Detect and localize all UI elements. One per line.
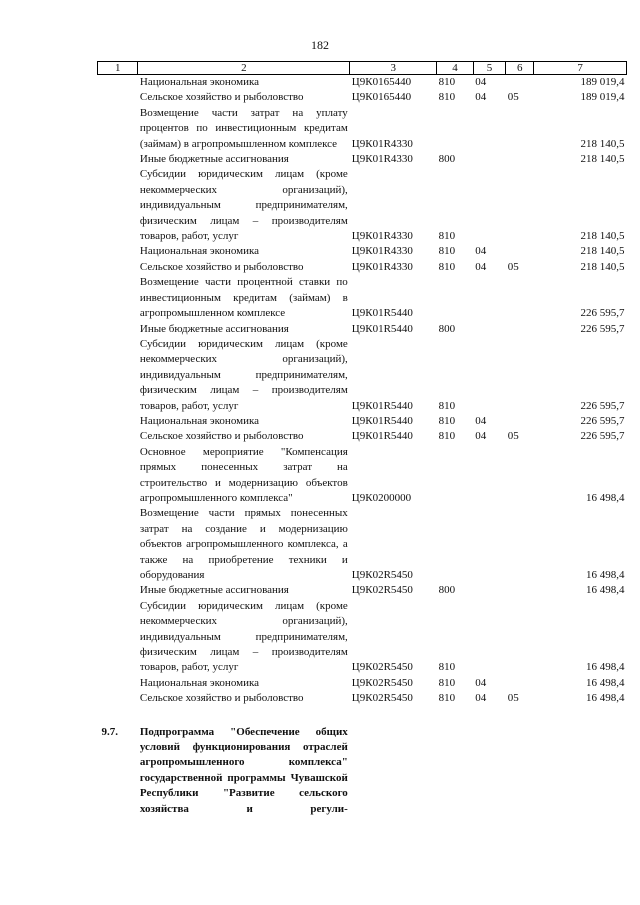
row-expense-type bbox=[437, 275, 474, 321]
row-expense-type: 800 bbox=[438, 153, 456, 166]
table-row bbox=[98, 337, 627, 414]
row-subsection bbox=[506, 275, 534, 321]
table-row bbox=[98, 275, 627, 321]
row-expense-type: 810 bbox=[438, 260, 456, 273]
table-row bbox=[98, 260, 627, 275]
row-number-cell bbox=[98, 322, 138, 337]
row-subsection bbox=[506, 322, 534, 337]
row-amount: 218 140,5 bbox=[580, 230, 625, 243]
row-section: 04 bbox=[475, 245, 487, 258]
table-row bbox=[98, 244, 627, 259]
row-number-cell bbox=[98, 583, 138, 598]
row-code: Ц9К02R5450 bbox=[351, 569, 413, 581]
row-amount: 226 595,7 bbox=[580, 414, 625, 427]
row-name: Иные бюджетные ассигнования bbox=[139, 322, 289, 335]
row-section bbox=[473, 337, 505, 414]
row-expense-type: 810 bbox=[438, 76, 456, 88]
row-code: Ц9К0165440 bbox=[351, 76, 412, 88]
table-row bbox=[98, 691, 627, 706]
row-code: Ц9К0165440 bbox=[351, 91, 412, 104]
row-code: Ц9К01R4330 bbox=[351, 137, 413, 150]
row-section bbox=[473, 152, 505, 167]
row-name: Возмещение части прямых понесенных затрат на создание и модернизацию объектов агропромышленного комплекса, а также на приобретение техники и оборудования bbox=[139, 507, 348, 581]
row-code: Ц9К01R5440 bbox=[351, 414, 413, 427]
row-code: Ц9К01R5440 bbox=[351, 399, 413, 412]
row-amount: 189 019,4 bbox=[580, 76, 625, 88]
row-expense-type: 810 bbox=[438, 661, 456, 674]
row-subsection bbox=[506, 583, 534, 598]
table-row bbox=[98, 445, 627, 507]
row-expense-type: 810 bbox=[438, 692, 456, 705]
row-number-cell bbox=[98, 445, 138, 507]
header-col-5: 5 bbox=[473, 62, 505, 75]
row-code: Ц9К01R4330 bbox=[351, 230, 413, 243]
row-section bbox=[473, 599, 505, 676]
row-section bbox=[473, 506, 505, 583]
row-subsection: 05 bbox=[507, 91, 519, 104]
row-section bbox=[473, 445, 505, 507]
row-name: Национальная экономика bbox=[139, 245, 260, 258]
row-code: Ц9К0200000 bbox=[351, 491, 412, 504]
row-number-cell bbox=[98, 599, 138, 676]
row-subsection bbox=[506, 506, 534, 583]
row-expense-type: 810 bbox=[438, 414, 456, 427]
row-amount: 218 140,5 bbox=[580, 260, 625, 273]
row-subsection bbox=[506, 106, 534, 152]
header-col-1: 1 bbox=[98, 62, 138, 75]
header-col-2: 2 bbox=[138, 62, 350, 75]
row-section: 04 bbox=[475, 430, 487, 443]
row-section: 04 bbox=[475, 260, 487, 273]
row-amount: 226 595,7 bbox=[580, 430, 625, 443]
spacer-row bbox=[98, 707, 627, 725]
row-amount: 189 019,4 bbox=[580, 91, 625, 104]
row-expense-type bbox=[437, 506, 474, 583]
row-name: Субсидии юридическим лицам (кроме некоммерческих организаций), индивидуальным предпринимателям, физическим лицам – производителям товаров, работ, услуг bbox=[139, 599, 348, 674]
row-number-cell bbox=[98, 337, 138, 414]
row-amount: 16 498,4 bbox=[586, 661, 625, 674]
subprogram-number: 9.7. bbox=[101, 725, 118, 738]
row-section bbox=[473, 322, 505, 337]
row-amount: 16 498,4 bbox=[586, 491, 625, 504]
row-expense-type bbox=[437, 106, 474, 152]
row-expense-type: 810 bbox=[438, 399, 456, 412]
row-number-cell bbox=[98, 429, 138, 444]
row-name: Сельское хозяйство и рыболовство bbox=[139, 260, 304, 273]
row-section bbox=[473, 106, 505, 152]
table-row bbox=[98, 167, 627, 244]
row-amount: 16 498,4 bbox=[586, 584, 625, 597]
row-number-cell bbox=[98, 506, 138, 583]
row-section bbox=[473, 275, 505, 321]
row-subsection bbox=[506, 676, 534, 691]
table-row bbox=[98, 676, 627, 691]
table-row bbox=[98, 75, 627, 91]
table-row bbox=[98, 429, 627, 444]
header-col-4: 4 bbox=[437, 62, 474, 75]
row-code: Ц9К02R5450 bbox=[351, 584, 413, 597]
row-section: 04 bbox=[475, 91, 487, 104]
table-row bbox=[98, 152, 627, 167]
row-expense-type bbox=[437, 445, 474, 507]
row-number-cell bbox=[98, 691, 138, 706]
row-expense-type: 810 bbox=[438, 91, 456, 104]
row-code: Ц9К01R4330 bbox=[351, 153, 413, 166]
row-section: 04 bbox=[475, 76, 487, 88]
row-code: Ц9К01R5440 bbox=[351, 322, 413, 335]
row-subsection bbox=[506, 599, 534, 676]
row-subsection bbox=[506, 414, 534, 429]
row-section: 04 bbox=[475, 676, 487, 689]
table-row bbox=[98, 414, 627, 429]
table-row bbox=[98, 106, 627, 152]
table-header-row bbox=[98, 62, 627, 75]
row-subsection: 05 bbox=[507, 692, 519, 705]
row-expense-type: 810 bbox=[438, 430, 456, 443]
row-subsection bbox=[506, 337, 534, 414]
row-number-cell bbox=[98, 275, 138, 321]
row-expense-type: 810 bbox=[438, 230, 456, 243]
row-amount: 16 498,4 bbox=[586, 692, 625, 705]
row-name: Национальная экономика bbox=[139, 76, 260, 88]
row-subsection: 05 bbox=[507, 430, 519, 443]
row-number-cell bbox=[98, 244, 138, 259]
row-expense-type: 810 bbox=[438, 676, 456, 689]
row-code: Ц9К01R5440 bbox=[351, 307, 413, 320]
row-name: Национальная экономика bbox=[139, 676, 260, 689]
row-number-cell bbox=[98, 260, 138, 275]
row-number-cell bbox=[98, 90, 138, 105]
row-amount: 218 140,5 bbox=[580, 153, 625, 166]
row-amount: 218 140,5 bbox=[580, 245, 625, 258]
row-name: Сельское хозяйство и рыболовство bbox=[139, 692, 304, 705]
row-amount: 226 595,7 bbox=[580, 399, 625, 412]
table-row bbox=[98, 599, 627, 676]
row-amount: 16 498,4 bbox=[586, 569, 625, 581]
row-name: Иные бюджетные ассигнования bbox=[139, 153, 289, 166]
page-number: 182 bbox=[311, 38, 329, 52]
row-name: Возмещение части затрат на уплату процентов по инвестиционным кредитам (займам) в агропромышленном комплексе bbox=[139, 106, 348, 150]
row-expense-type: 800 bbox=[438, 322, 456, 335]
row-number-cell bbox=[98, 152, 138, 167]
table-row bbox=[98, 506, 627, 583]
row-name: Иные бюджетные ассигнования bbox=[139, 584, 289, 597]
row-number-cell bbox=[98, 414, 138, 429]
subprogram-row bbox=[98, 725, 627, 817]
row-amount: 16 498,4 bbox=[586, 676, 625, 689]
row-section bbox=[473, 583, 505, 598]
row-amount: 226 595,7 bbox=[580, 307, 625, 320]
row-name: Субсидии юридическим лицам (кроме некоммерческих организаций), индивидуальным предпринимателям, физическим лицам – производителям товаров, работ, услуг bbox=[139, 168, 348, 243]
row-code: Ц9К01R4330 bbox=[351, 245, 413, 258]
row-subsection bbox=[506, 244, 534, 259]
header-col-6: 6 bbox=[506, 62, 534, 75]
row-subsection bbox=[506, 75, 534, 91]
row-subsection bbox=[506, 167, 534, 244]
row-code: Ц9К02R5450 bbox=[351, 661, 413, 674]
table-row bbox=[98, 583, 627, 598]
table-body bbox=[98, 75, 627, 707]
budget-table bbox=[97, 61, 627, 817]
row-code: Ц9К01R4330 bbox=[351, 260, 413, 273]
row-subsection: 05 bbox=[507, 260, 519, 273]
row-name: Национальная экономика bbox=[139, 414, 260, 427]
row-subsection bbox=[506, 445, 534, 507]
row-expense-type: 800 bbox=[438, 584, 456, 597]
row-section bbox=[473, 167, 505, 244]
row-amount: 218 140,5 bbox=[580, 137, 625, 150]
row-name: Основное мероприятие "Компенсация прямых понесенных затрат на строительство и модернизацию объектов агропромышленного комплекса" bbox=[139, 445, 348, 504]
row-number-cell bbox=[98, 167, 138, 244]
row-number-cell bbox=[98, 106, 138, 152]
row-name: Сельское хозяйство и рыболовство bbox=[139, 91, 304, 104]
row-section: 04 bbox=[475, 692, 487, 705]
row-name: Сельское хозяйство и рыболовство bbox=[139, 430, 304, 443]
row-number-cell bbox=[98, 676, 138, 691]
table-row bbox=[98, 322, 627, 337]
row-section: 04 bbox=[475, 414, 487, 427]
row-code: Ц9К02R5450 bbox=[351, 692, 413, 705]
header-col-7: 7 bbox=[534, 62, 627, 75]
row-subsection bbox=[506, 152, 534, 167]
table-row bbox=[98, 90, 627, 105]
row-code: Ц9К01R5440 bbox=[351, 430, 413, 443]
row-name: Субсидии юридическим лицам (кроме некоммерческих организаций), индивидуальным предпринимателям, физическим лицам – производителям товаров, работ, услуг bbox=[139, 337, 348, 412]
header-col-3: 3 bbox=[350, 62, 437, 75]
row-code: Ц9К02R5450 bbox=[351, 676, 413, 689]
row-amount: 226 595,7 bbox=[580, 322, 625, 335]
row-expense-type: 810 bbox=[438, 245, 456, 258]
row-number-cell bbox=[98, 75, 138, 91]
row-name: Возмещение части процентной ставки по инвестиционным кредитам (займам) в агропромышленном комплексе bbox=[139, 276, 348, 320]
subprogram-title: Подпрограмма "Обеспечение общих условий функционирования отраслей агропромышленного комплекса" государственной программы Чувашской Республики "Развитие сельского хозяйства и регули- bbox=[139, 725, 348, 815]
